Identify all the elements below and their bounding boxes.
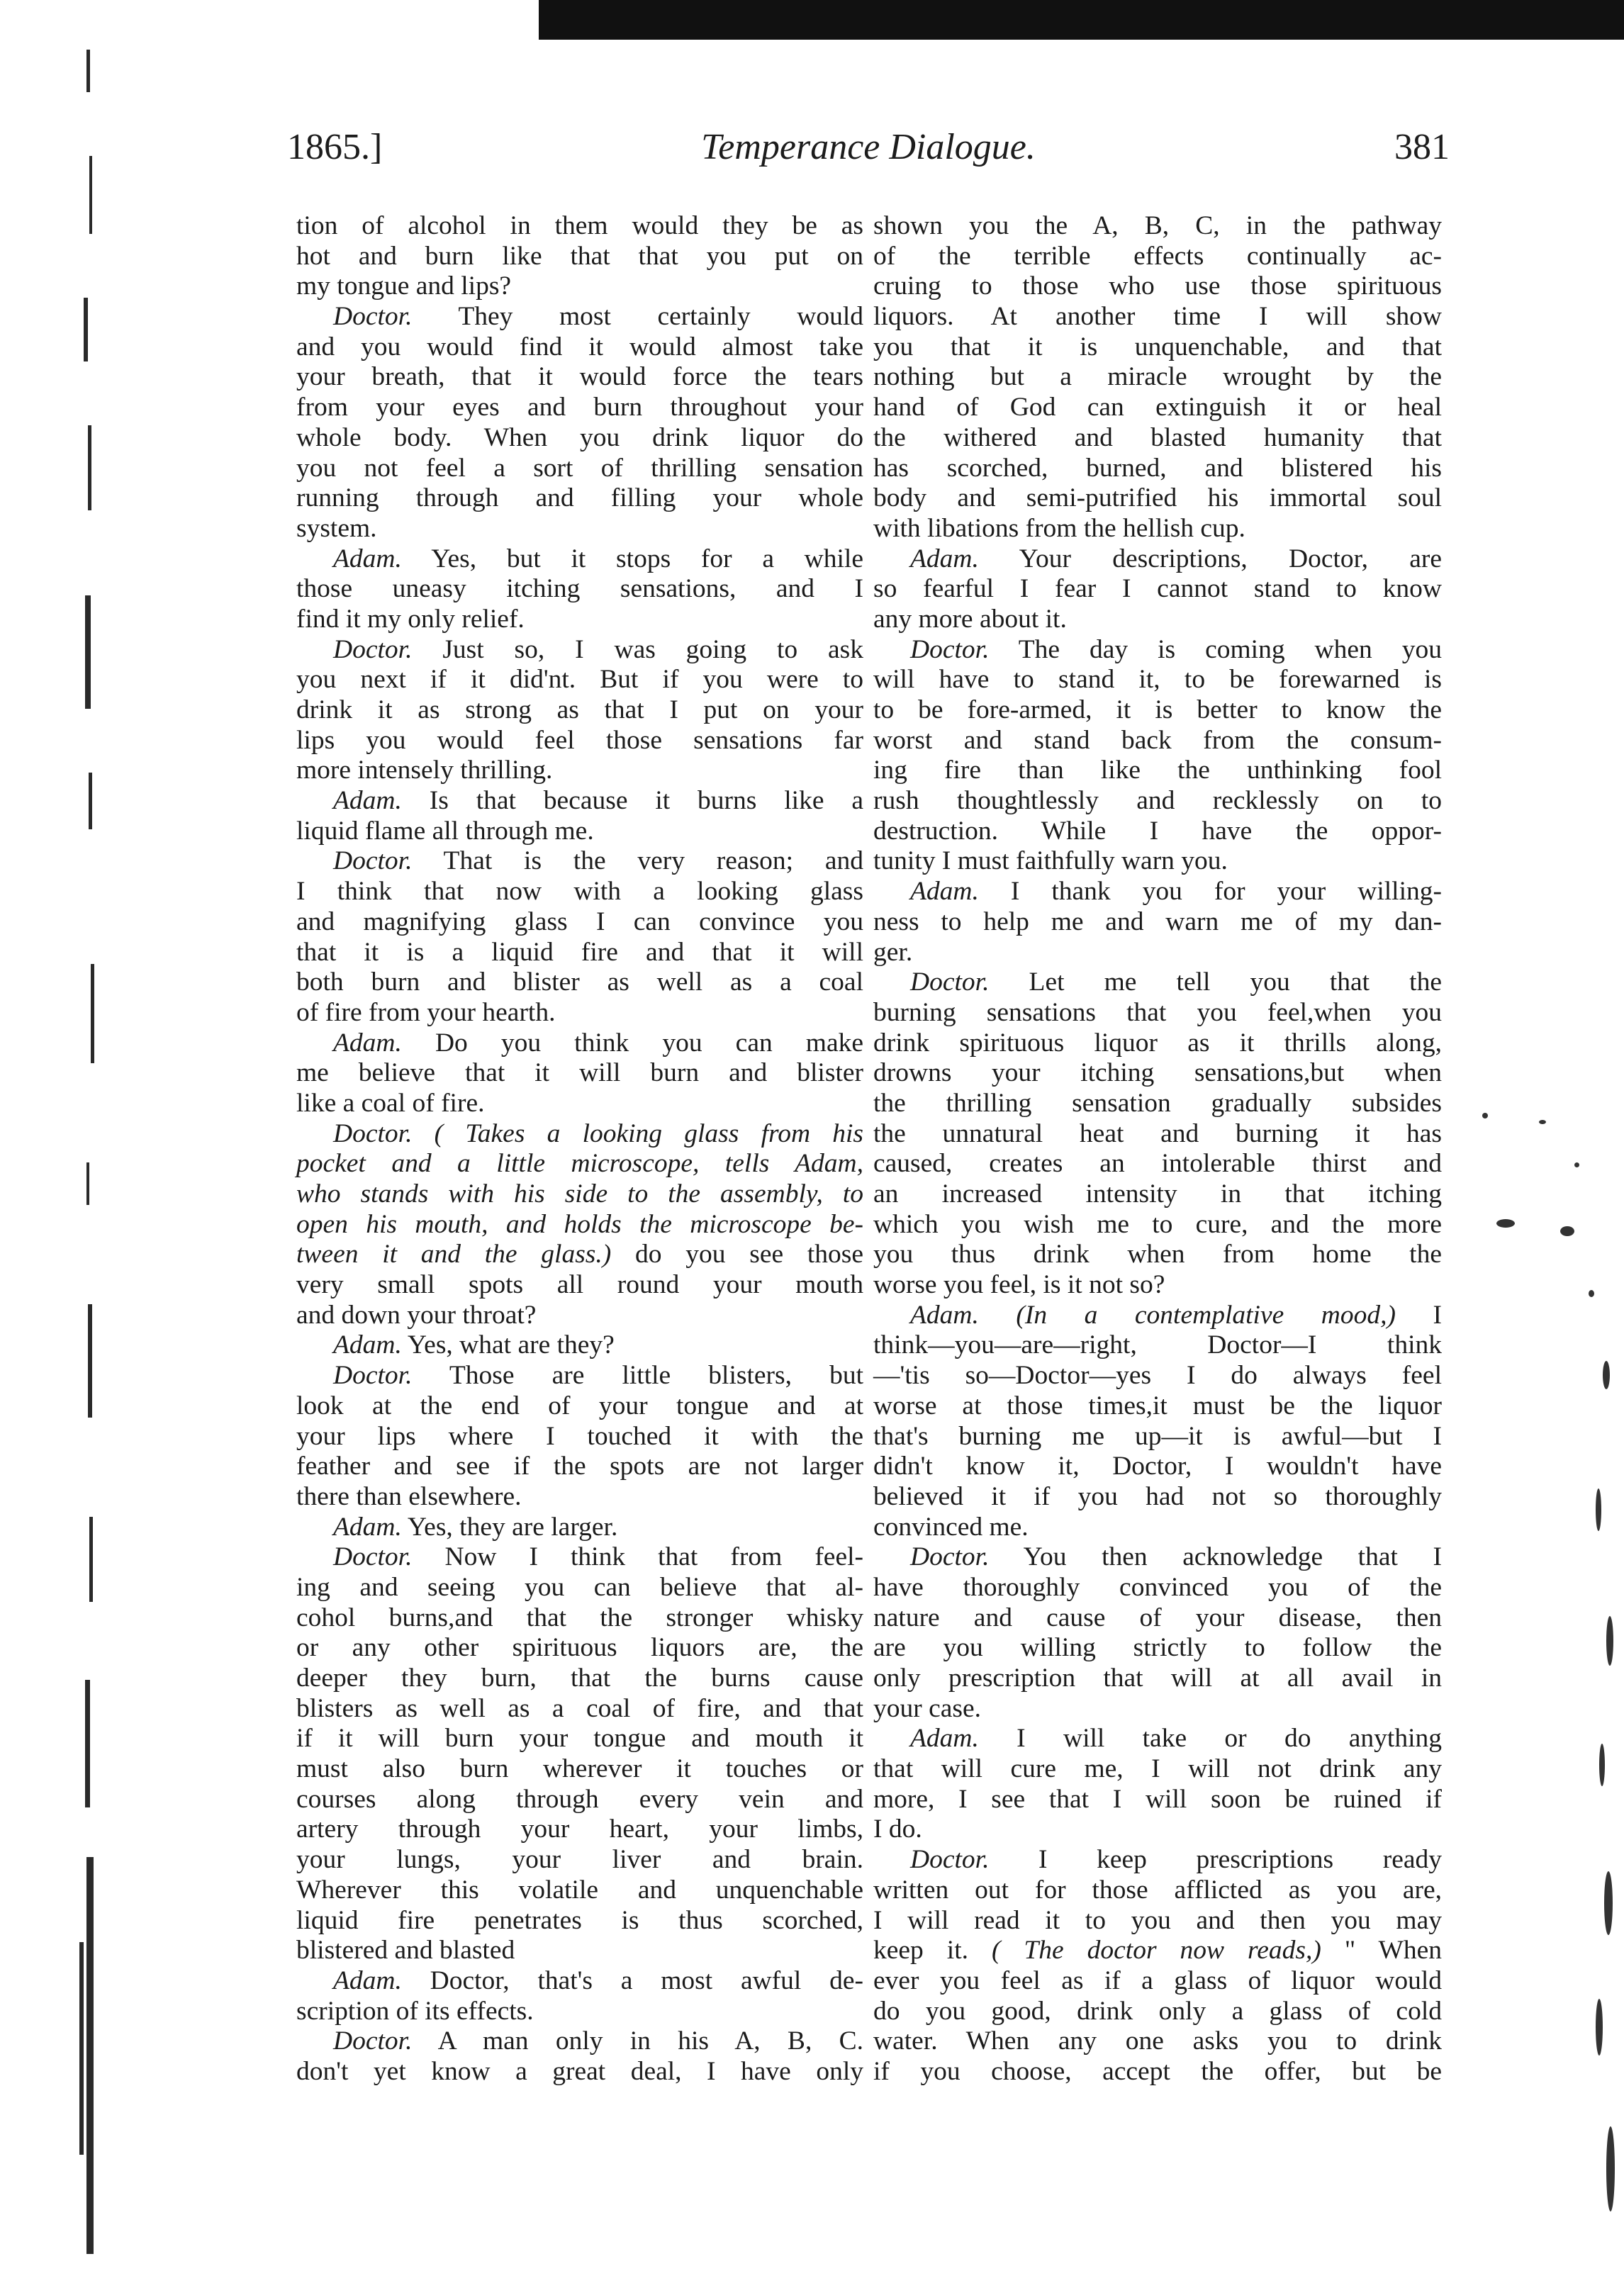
line-text: caused, creates an intolerable thirst and [873, 1149, 1442, 1179]
text-line [873, 271, 1442, 302]
text-line [873, 1210, 1442, 1240]
line-text: tunity I must faithfully warn you. [873, 846, 1228, 876]
line-text: I [1395, 1300, 1442, 1330]
text-line [296, 1513, 863, 1543]
line-text: there than elsewhere. [296, 1481, 522, 1511]
speaker-name: Doctor. [333, 1118, 413, 1148]
text-line [296, 574, 863, 605]
line-text: are you willing strictly to follow the [873, 1633, 1442, 1663]
text-line [296, 1482, 863, 1513]
speaker-name: Adam. [910, 1300, 979, 1330]
line-text: running through and filling your whole [296, 483, 863, 513]
line-text: scription of its effects. [296, 1996, 534, 2026]
line-text: worse you feel, is it not so? [873, 1270, 1165, 1300]
line-text: cohol burns,and that the stronger whisky [296, 1603, 863, 1632]
line-text: those uneasy itching sensations, and I [296, 574, 863, 604]
line-text: Your descriptions, Doctor, are [978, 544, 1442, 573]
stage-direction: (In a contemplative mood,) [978, 1300, 1396, 1330]
text-line [873, 1845, 1442, 1875]
text-line [873, 393, 1442, 423]
speaker-name: Adam. [333, 1512, 402, 1542]
text-line [296, 877, 863, 907]
line-text: to be fore-armed, it is better to know the [873, 695, 1442, 724]
line-text: drink spirituous liquor as it thrills along, [873, 1028, 1442, 1058]
text-line [296, 271, 863, 302]
line-text: Yes, what are they? [401, 1330, 615, 1360]
text-line [873, 1664, 1442, 1694]
text-line [296, 1301, 863, 1331]
text-line [873, 1330, 1442, 1361]
line-text: Those are little blisters, but [412, 1361, 863, 1391]
text-line [873, 242, 1442, 272]
scan-right-edge [1454, 992, 1624, 2288]
text-line [873, 1875, 1442, 1906]
text-line [873, 1573, 1442, 1603]
text-line [873, 877, 1442, 907]
line-text: I thank you for your willing- [978, 877, 1442, 907]
right-text-column [873, 211, 1442, 2087]
text-line [873, 423, 1442, 454]
stage-direction: tween it and the glass.) [296, 1240, 612, 1269]
line-text: They most certainly would [412, 302, 863, 332]
line-text: the withered and blasted humanity that [873, 422, 1442, 452]
line-text: nature and cause of your disease, then [873, 1603, 1442, 1632]
line-text: feather and see if the spots are not larger [296, 1452, 863, 1481]
text-line [873, 846, 1442, 877]
line-text: keep it. [873, 1936, 968, 1965]
text-line [296, 938, 863, 968]
text-line [873, 211, 1442, 242]
stage-direction: ( Takes a looking glass from his [412, 1118, 863, 1148]
line-text: Yes, they are larger. [401, 1512, 618, 1542]
text-line [296, 1997, 863, 2027]
speaker-name: Doctor. [333, 1542, 413, 1572]
text-line [873, 1815, 1442, 1845]
text-line [873, 2057, 1442, 2087]
line-text: drowns your itching sensations,but when [873, 1058, 1442, 1088]
line-text: I will take or do anything [978, 1724, 1442, 1754]
line-text: only prescription that will at all avail in [873, 1664, 1442, 1693]
line-text: Let me tell you that the [989, 968, 1442, 997]
text-line [873, 332, 1442, 363]
text-line [873, 1513, 1442, 1543]
line-text: an increased intensity in that itching [873, 1179, 1442, 1209]
text-line [296, 665, 863, 695]
text-line [296, 1422, 863, 1452]
line-text: I think that now with a looking glass [296, 877, 863, 907]
line-text: with libations from the hellish cup. [873, 513, 1245, 543]
text-line [296, 1815, 863, 1845]
text-line [873, 998, 1442, 1028]
line-text: must also burn wherever it touches or [296, 1754, 863, 1784]
text-line [296, 998, 863, 1028]
text-line [296, 332, 863, 363]
line-text: worst and stand back from the consum- [873, 725, 1442, 755]
line-text: and down your throat? [296, 1300, 537, 1330]
text-line [296, 483, 863, 514]
line-text: Is that because it burns like a [401, 786, 863, 816]
line-text: the unnatural heat and burning it has [873, 1118, 1442, 1148]
text-line [873, 635, 1442, 666]
text-line [873, 514, 1442, 544]
line-text: Now I think that from feel- [412, 1542, 863, 1572]
line-text: has scorched, burned, and blistered his [873, 453, 1442, 483]
text-line [296, 514, 863, 544]
text-line [873, 1754, 1442, 1785]
speaker-name: Adam. [333, 786, 402, 816]
text-line [873, 938, 1442, 968]
text-line [296, 1603, 863, 1634]
scan-left-edge [0, 28, 99, 2288]
line-text: of fire from your hearth. [296, 997, 556, 1027]
line-text: you not feel a sort of thrilling sensation [296, 453, 863, 483]
line-text: cruing to those who use those spirituous [873, 271, 1442, 301]
header-page-number: 381 [1394, 127, 1450, 167]
text-line [873, 1966, 1442, 1997]
text-line [296, 1149, 863, 1179]
line-text: and you would find it would almost take [296, 332, 863, 361]
text-line [296, 1028, 863, 1059]
line-text: you thus drink when from home the [873, 1240, 1442, 1269]
text-line [873, 1422, 1442, 1452]
text-line [873, 362, 1442, 393]
text-line [873, 544, 1442, 575]
line-text: worse at those times,it must be the liquor [873, 1391, 1442, 1420]
speaker-name: Doctor. [333, 634, 413, 664]
line-text: —'tis so—Doctor—yes I do always feel [873, 1361, 1442, 1391]
line-text: courses along through every vein and [296, 1784, 863, 1814]
text-line [873, 907, 1442, 938]
line-text: Yes, but it stops for a while [401, 544, 863, 573]
text-line [296, 1875, 863, 1906]
speaker-name: Adam. [333, 1965, 402, 1995]
speaker-name: Adam. [333, 1028, 402, 1058]
line-text: water. When any one asks you to drink [873, 2026, 1442, 2056]
speaker-name: Adam. [910, 877, 979, 907]
line-text: I keep prescriptions ready [989, 1845, 1442, 1875]
text-line [296, 1754, 863, 1785]
line-text: ever you feel as if a glass of liquor would [873, 1965, 1442, 1995]
line-text: body and semi-putrified his immortal soul [873, 483, 1442, 513]
text-line [296, 817, 863, 847]
line-text: more intensely thrilling. [296, 756, 553, 785]
text-line [873, 1361, 1442, 1391]
text-line [873, 605, 1442, 635]
line-text: destruction. While I have the oppor- [873, 816, 1442, 846]
text-line [873, 1119, 1442, 1150]
text-line [296, 242, 863, 272]
line-text: " When [1321, 1936, 1442, 1965]
text-line [296, 968, 863, 998]
line-text: of the terrible effects continually ac- [873, 241, 1442, 271]
line-text: find it my only relief. [296, 604, 525, 634]
line-text: Wherever this volatile and unquenchable [296, 1875, 863, 1905]
text-line [873, 302, 1442, 332]
line-text: I do. [873, 1815, 922, 1844]
text-line [296, 454, 863, 484]
text-line [296, 362, 863, 393]
line-text: You then acknowledge that I [989, 1542, 1442, 1572]
line-text: that it is a liquid fire and that it will [296, 937, 863, 967]
text-line [296, 211, 863, 242]
left-text-column [296, 211, 863, 2087]
speaker-name: Doctor. [333, 846, 413, 876]
line-text: so fearful I fear I cannot stand to know [873, 574, 1442, 604]
text-line [296, 1633, 863, 1664]
line-text: ger. [873, 937, 913, 967]
line-text: my tongue and lips? [296, 271, 512, 301]
text-line [873, 756, 1442, 786]
text-line [873, 665, 1442, 695]
line-text: A man only in his A, B, C. [412, 2026, 863, 2056]
line-text: you next if it did'nt. But if you were to [296, 665, 863, 695]
line-text: if you choose, accept the offer, but be [873, 2056, 1442, 2086]
line-text: I will read it to you and then you may [873, 1905, 1442, 1935]
stage-direction: open his mouth, and holds the microscope be- [296, 1209, 863, 1239]
line-text: which you wish me to cure, and the more [873, 1209, 1442, 1239]
text-line [296, 756, 863, 786]
text-line [873, 1179, 1442, 1210]
line-text: think—you—are—right, Doctor—I think [873, 1330, 1442, 1360]
text-line [296, 1361, 863, 1391]
text-line [296, 1724, 863, 1754]
text-line [873, 1936, 1442, 1966]
line-text: hand of God can extinguish it or heal [873, 393, 1442, 422]
text-line [296, 1966, 863, 1997]
text-line [296, 846, 863, 877]
line-text: rush thoughtlessly and recklessly on to [873, 786, 1442, 816]
line-text: Just so, I was going to ask [412, 634, 863, 664]
text-line [873, 1694, 1442, 1725]
line-text: have thoroughly convinced you of the [873, 1572, 1442, 1602]
line-text: Do you think you can make [401, 1028, 863, 1058]
line-text: That is the very reason; and [412, 846, 863, 876]
text-line [296, 1270, 863, 1301]
text-line [873, 786, 1442, 817]
text-line [296, 786, 863, 817]
text-line [296, 1906, 863, 1936]
line-text: liquid fire penetrates is thus scorched, [296, 1905, 863, 1935]
text-line [296, 1179, 863, 1210]
running-header [287, 126, 1450, 183]
line-text: deeper they burn, that the burns cause [296, 1664, 863, 1693]
line-text: very small spots all round your mouth [296, 1270, 863, 1300]
text-line [296, 1542, 863, 1573]
speaker-name: Doctor. [910, 1542, 990, 1572]
text-line [296, 695, 863, 726]
text-line [873, 1542, 1442, 1573]
text-line [873, 574, 1442, 605]
text-line [873, 726, 1442, 756]
top-rule-bar [539, 0, 1624, 40]
speaker-name: Adam. [910, 1724, 979, 1754]
text-line [296, 1452, 863, 1482]
line-text: Doctor, that's a most awful de- [401, 1965, 863, 1995]
line-text: don't yet know a great deal, I have only [296, 2056, 863, 2086]
text-line [873, 454, 1442, 484]
text-line [873, 1270, 1442, 1301]
line-text: look at the end of your tongue and at [296, 1391, 863, 1420]
line-text: your lungs, your liver and brain. [296, 1845, 863, 1875]
speaker-name: Adam. [333, 544, 402, 573]
text-line [296, 1845, 863, 1875]
line-text: both burn and blister as well as a coal [296, 968, 863, 997]
text-line [873, 968, 1442, 998]
line-text: more, I see that I will soon be ruined if [873, 1784, 1442, 1814]
speaker-name: Adam. [333, 1330, 402, 1360]
text-line [296, 2057, 863, 2087]
line-text: believed it if you had not so thoroughly [873, 1481, 1442, 1511]
line-text: shown you the A, B, C, in the pathway [873, 211, 1442, 240]
line-text: your breath, that it would force the tears [296, 362, 863, 392]
line-text: will have to stand it, to be forewarned is [873, 665, 1442, 695]
line-text: blistered and blasted [296, 1936, 515, 1965]
text-line [873, 1633, 1442, 1664]
text-line [873, 817, 1442, 847]
text-line [296, 1058, 863, 1089]
line-text: or any other spirituous liquors are, the [296, 1633, 863, 1663]
text-line [296, 1936, 863, 1966]
text-line [296, 393, 863, 423]
speaker-name: Doctor. [910, 634, 990, 664]
line-text: that will cure me, I will not drink any [873, 1754, 1442, 1784]
text-line [296, 605, 863, 635]
line-text: convinced me. [873, 1512, 1029, 1542]
text-line [873, 1603, 1442, 1634]
line-text: blisters as well as a coal of fire, and that [296, 1693, 863, 1723]
speaker-name: Doctor. [333, 2026, 413, 2056]
text-line [873, 695, 1442, 726]
line-text: whole body. When you drink liquor do [296, 422, 863, 452]
text-line [873, 483, 1442, 514]
text-line [296, 544, 863, 575]
line-text: your lips where I touched it with the [296, 1421, 863, 1451]
line-text: like a coal of fire. [296, 1088, 485, 1118]
line-text: ness to help me and warn me of my dan- [873, 907, 1442, 936]
stage-direction: who stands with his side to the assembly, to [296, 1179, 863, 1209]
speaker-name: Doctor. [910, 968, 990, 997]
text-line [296, 1391, 863, 1422]
line-text: your case. [873, 1693, 982, 1723]
stage-direction: pocket and a little microscope, tells Adam, [296, 1149, 863, 1179]
text-line [296, 1694, 863, 1725]
line-text: any more about it. [873, 604, 1067, 634]
line-text: system. [296, 513, 377, 543]
text-line [296, 1573, 863, 1603]
text-line [873, 1906, 1442, 1936]
text-line [296, 1089, 863, 1119]
line-text: and magnifying glass I can convince you [296, 907, 863, 936]
text-line [296, 907, 863, 938]
line-text: burning sensations that you feel,when you [873, 997, 1442, 1027]
text-line [296, 302, 863, 332]
header-title: Temperance Dialogue. [701, 127, 1036, 167]
text-line [873, 1452, 1442, 1482]
text-line [873, 1391, 1442, 1422]
speaker-name: Doctor. [333, 302, 413, 332]
line-text: me believe that it will burn and blister [296, 1058, 863, 1088]
line-text: tion of alcohol in them would they be as [296, 211, 863, 240]
text-line [873, 1058, 1442, 1089]
text-line [873, 1149, 1442, 1179]
line-text: that's burning me up—it is awful—but I [873, 1421, 1442, 1451]
line-text: ing and seeing you can believe that al- [296, 1572, 863, 1602]
line-text: liquors. At another time I will show [873, 302, 1442, 332]
text-line [873, 1089, 1442, 1119]
text-line [873, 1997, 1442, 2027]
text-line [873, 1240, 1442, 1270]
text-line [873, 1785, 1442, 1815]
line-text: hot and burn like that that you put on [296, 241, 863, 271]
text-line [296, 1785, 863, 1815]
line-text: The day is coming when you [989, 634, 1442, 664]
line-text: if it will burn your tongue and mouth it [296, 1724, 863, 1754]
line-text: ing fire than like the unthinking fool [873, 756, 1442, 785]
text-line [296, 1330, 863, 1361]
line-text: do you see those [611, 1240, 863, 1269]
text-line [873, 2026, 1442, 2057]
text-line [296, 1210, 863, 1240]
line-text: artery through your heart, your limbs, [296, 1815, 863, 1844]
line-text: the thrilling sensation gradually subsides [873, 1088, 1442, 1118]
line-text: nothing but a miracle wrought by the [873, 362, 1442, 392]
line-text: do you good, drink only a glass of cold [873, 1996, 1442, 2026]
speaker-name: Doctor. [333, 1361, 413, 1391]
text-line [873, 1301, 1442, 1331]
stage-direction: ( The doctor now reads,) [968, 1936, 1321, 1965]
line-text: you that it is unquenchable, and that [873, 332, 1442, 361]
line-text: drink it as strong as that I put on your [296, 695, 863, 724]
line-text: didn't know it, Doctor, I wouldn't have [873, 1452, 1442, 1481]
line-text: written out for those afflicted as you are, [873, 1875, 1442, 1905]
text-line [873, 1028, 1442, 1059]
speaker-name: Doctor. [910, 1845, 990, 1875]
line-text: from your eyes and burn throughout your [296, 393, 863, 422]
text-line [296, 2026, 863, 2057]
text-line [296, 1664, 863, 1694]
text-line [296, 423, 863, 454]
line-text: liquid flame all through me. [296, 816, 594, 846]
text-line [296, 1240, 863, 1270]
text-line [873, 1482, 1442, 1513]
text-line [296, 635, 863, 666]
text-line [296, 1119, 863, 1150]
line-text: lips you would feel those sensations far [296, 725, 863, 755]
speaker-name: Adam. [910, 544, 979, 573]
text-line [873, 1724, 1442, 1754]
text-line [296, 726, 863, 756]
header-year: 1865.] [287, 127, 383, 167]
